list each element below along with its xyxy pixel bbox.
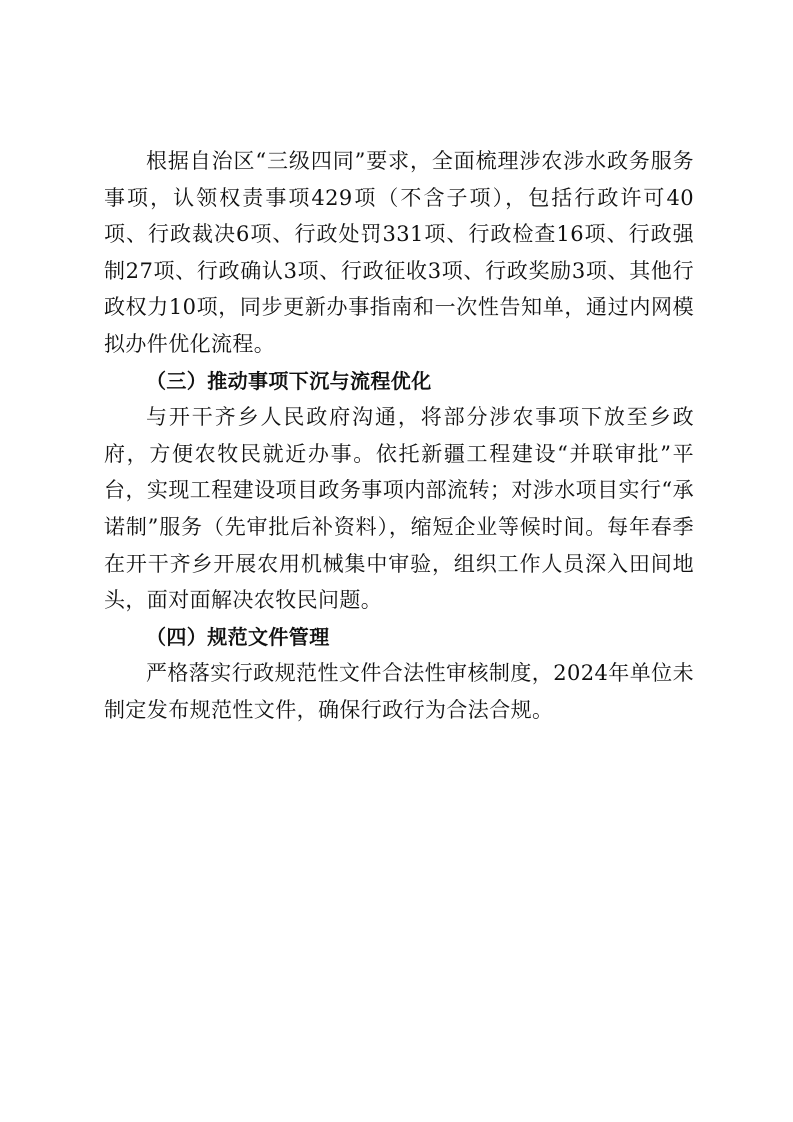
- paragraph-document-management: 严格落实行政规范性文件合法性审核制度，2024年单位未制定发布规范性文件，确保行政行为合法合规。: [104, 661, 694, 722]
- section-heading-3: （三）推动事项下沉与流程优化: [146, 368, 432, 393]
- document-body: [104, 143, 694, 729]
- paragraph-process-optimization: 与开干齐乡人民政府沟通，将部分涉农事项下放至乡政府，方便农牧民就近办事。依托新疆工程建设“并联审批”平台，实现工程建设项目政务事项内部流转；对涉水项目实行“承诺制”服务（先审批后补资料），缩短企业等候时间。每年春季在开干齐乡开展农用机械集中审验，组织工作人员深入田间地头，面对面解决农牧民问题。: [104, 405, 694, 613]
- section-heading-4: （四）规范文件管理: [146, 624, 330, 649]
- paragraph-power-items: 根据自治区“三级四同”要求，全面梳理涉农涉水政务服务事项，认领权责事项429项（不含子项），包括行政许可40项、行政裁决6项、行政处罚331项、行政检查16项、行政强制27项、行政确认3项、行政征收3项、行政奖励3项、其他行政权力10项，同步更新办事指南和一次性告知单，通过内网模拟办件优化流程。: [104, 149, 694, 356]
